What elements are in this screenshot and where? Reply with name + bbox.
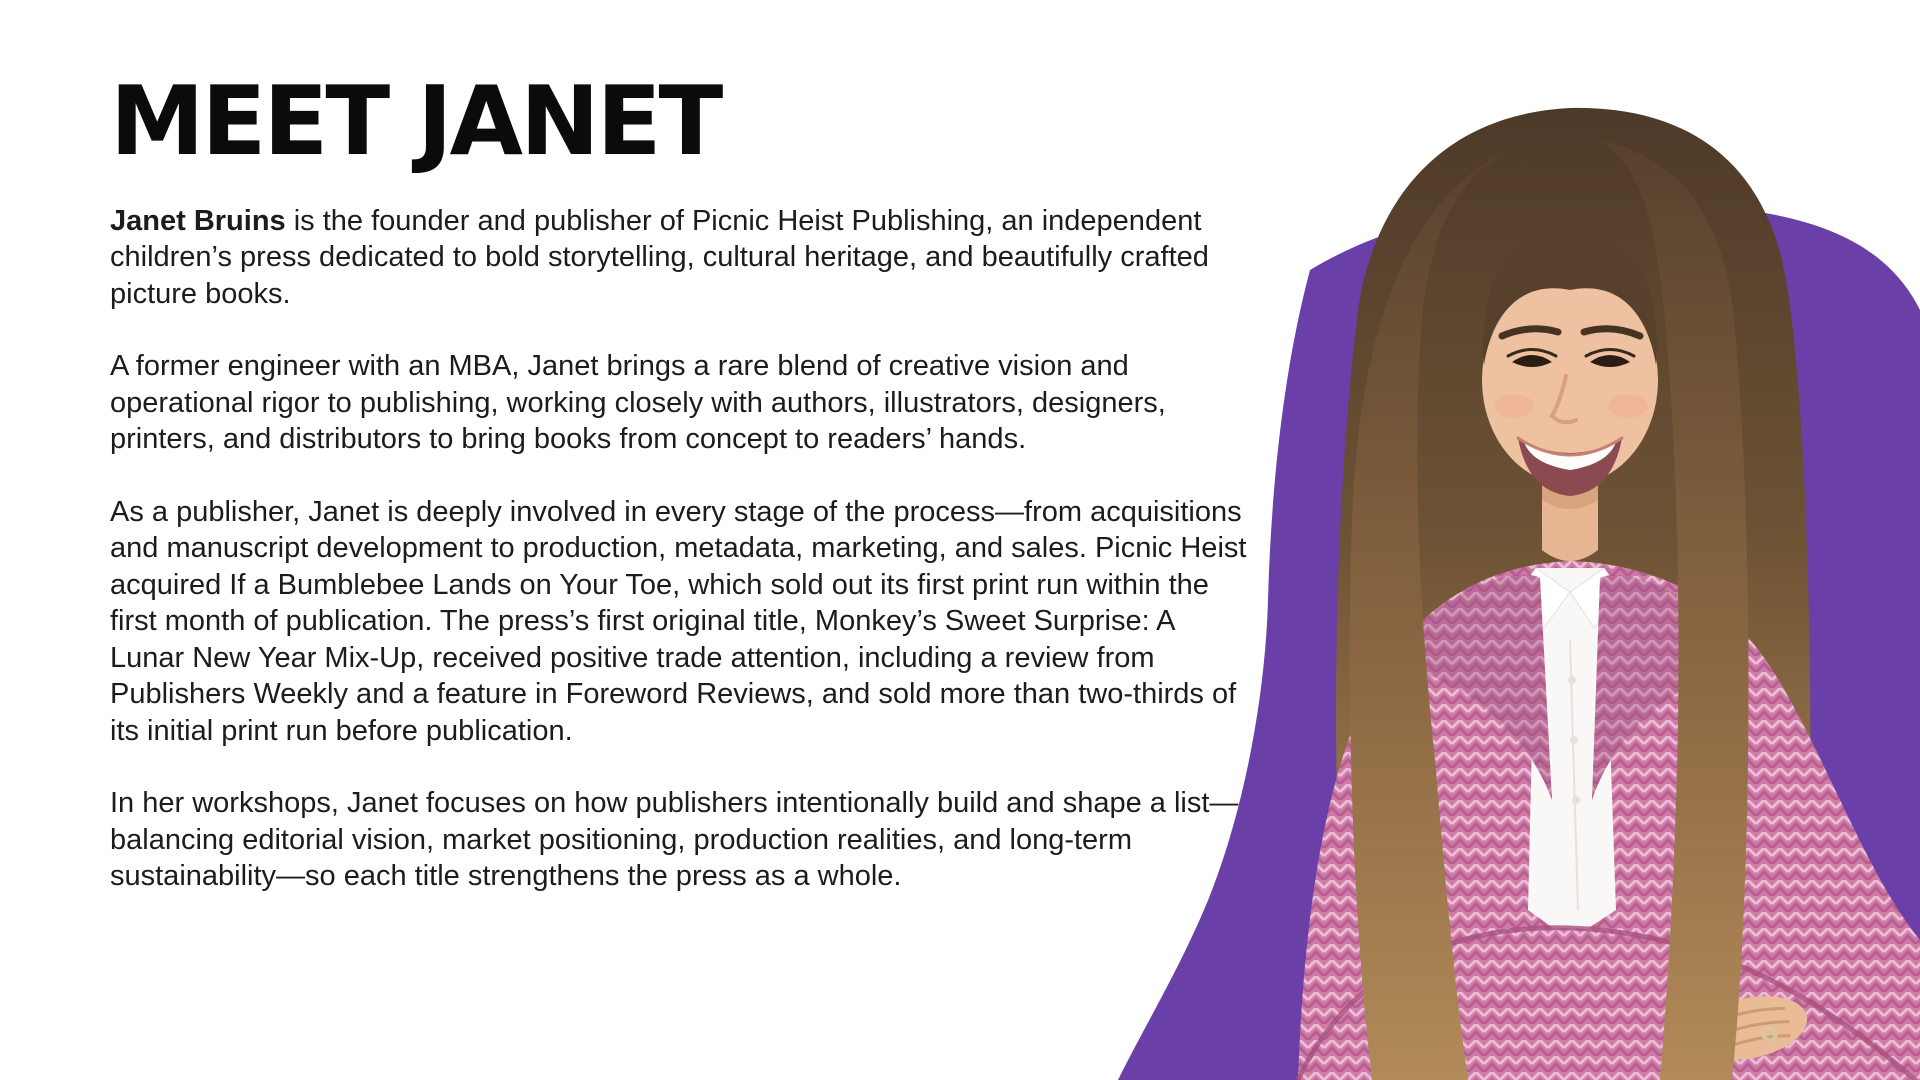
page-title: MEET JANET [110, 67, 721, 177]
bio-paragraph-publishing-text: As a publisher, Janet is deeply involved in every stage of the process—from acquisitions and manuscript development to production, metadata, marketing, and sales. Picnic Heist acquired If a Bumblebee Lands on Your Toe, which sold out its first print run within the first month of publication. The press’s first original title, Monkey’s Sweet Surprise: A Lunar New Year Mix-Up, received positive trade attention, including a review from Publishers Weekly and a feature in Foreword Reviews, and sold more than two-thirds of its initial print run before publication. [110, 495, 1247, 747]
bio-paragraph-background-text: A former engineer with an MBA, Janet brings a rare blend of creative vision and operational rigor to publishing, working closely with authors, illustrators, designers, printers, and distributors to bring books from concept to readers’ hands. [110, 350, 1166, 456]
bio-paragraph-intro-text: is the founder and publisher of Picnic Heist Publishing, an independent children’s press dedicated to bold storytelling, cultural heritage, and beautifully crafted picture books. [110, 204, 1209, 310]
bio-paragraph-workshops-text: In her workshops, Janet focuses on how publishers intentionally build and shape a list—balancing editorial vision, market positioning, production realities, and long-term sustainability—so each title strengthens the press as a whole. [110, 787, 1239, 893]
bio-paragraph-publishing [110, 494, 1250, 750]
person-name: Janet Bruins [110, 204, 286, 237]
bio-paragraph-background [110, 348, 1250, 458]
text-column [110, 67, 1275, 931]
bio-paragraph-intro [110, 203, 1250, 313]
bio-text [110, 203, 1275, 895]
bio-paragraph-workshops [110, 785, 1250, 895]
